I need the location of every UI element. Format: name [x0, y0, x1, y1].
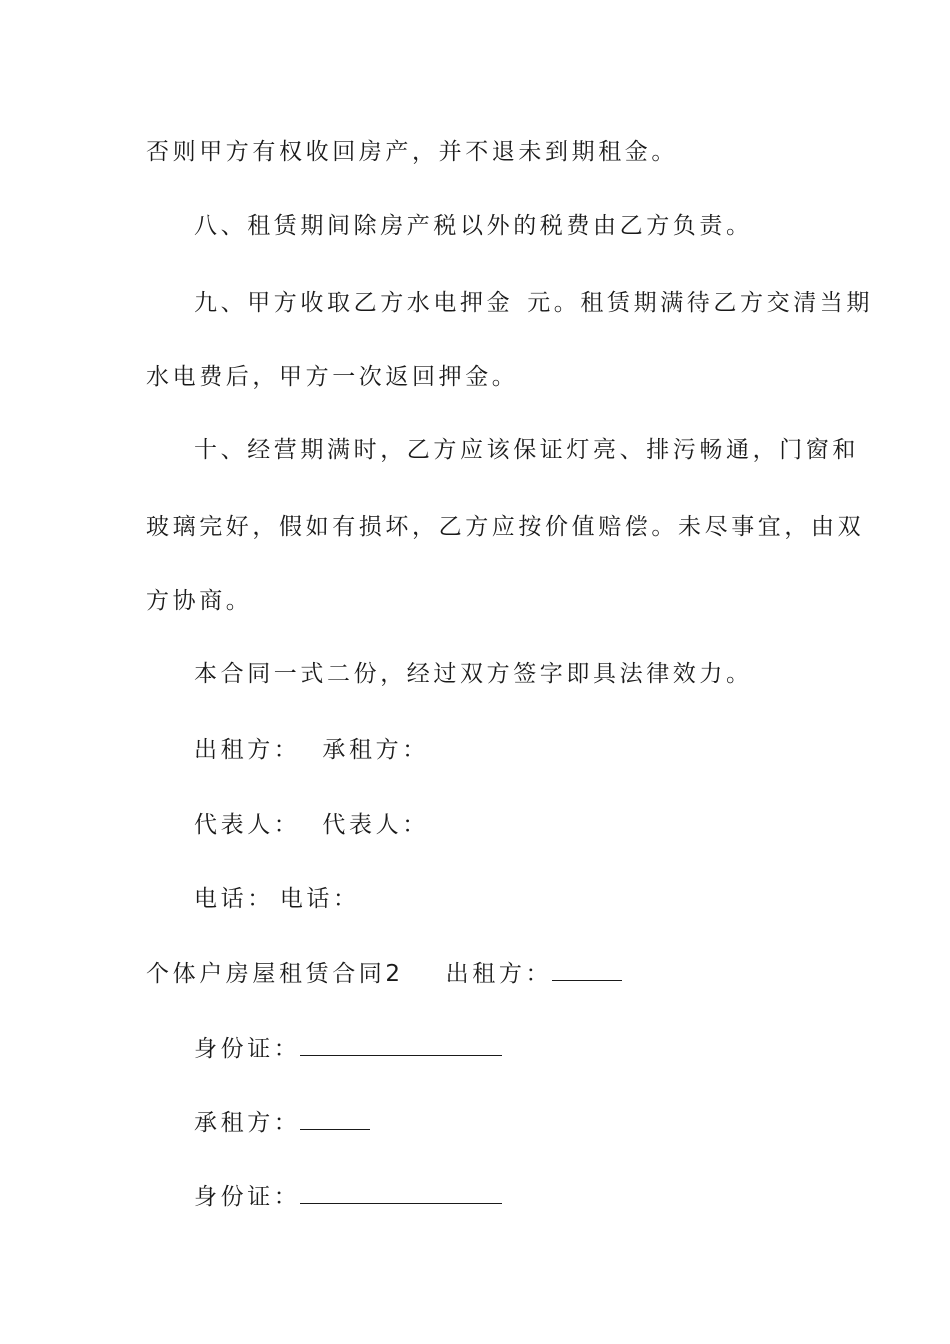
lessee-line — [194, 1108, 370, 1138]
id-line — [194, 1182, 502, 1212]
signature-representatives — [194, 810, 429, 840]
clause-nine-line-1 — [194, 288, 873, 318]
clause-nine-part-2: 元。租赁期满待乙方交清当期 — [527, 290, 874, 316]
paragraph-line: 否则甲方有权收回房产，并不退未到期租金。 — [146, 139, 678, 165]
id-label: 身份证： — [194, 1184, 301, 1210]
clause-nine-line-2: 水电费后，甲方一次返回押金。 — [146, 364, 519, 390]
id-blank — [300, 1183, 502, 1204]
signature-phones — [194, 884, 360, 914]
id-line — [194, 1034, 502, 1064]
lessor-blank — [552, 960, 622, 981]
phone-label: 电话： — [194, 886, 274, 912]
lessor-label: 出租方： — [194, 737, 301, 763]
id-blank — [300, 1035, 502, 1056]
clause-ten-line-2: 玻璃完好，假如有损坏，乙方应按价值赔偿。未尽事宜，由双 — [146, 514, 865, 540]
lessee-blank — [300, 1109, 370, 1130]
representative-label: 代表人： — [322, 812, 429, 838]
clause-nine-part-1: 九、甲方收取乙方水电押金 — [194, 290, 514, 316]
id-label: 身份证： — [194, 1036, 301, 1062]
clause-ten-line-3: 方协商。 — [146, 588, 253, 614]
signature-parties — [194, 735, 429, 765]
phone-label: 电话： — [279, 886, 360, 912]
lessee-label: 承租方： — [322, 737, 429, 763]
lessor-label: 出租方： — [445, 961, 553, 987]
clause-ten-line-1: 十、经营期满时，乙方应该保证灯亮、排污畅通，门窗和 — [194, 437, 859, 463]
contract-two-header — [146, 959, 622, 989]
representative-label: 代表人： — [194, 812, 301, 838]
clause-eight: 八、租赁期间除房产税以外的税费由乙方负责。 — [194, 213, 753, 239]
contract-two-title: 个体户房屋租赁合同2 — [146, 961, 404, 987]
lessee-label: 承租方： — [194, 1110, 301, 1136]
contract-validity: 本合同一式二份，经过双方签字即具法律效力。 — [194, 661, 753, 687]
